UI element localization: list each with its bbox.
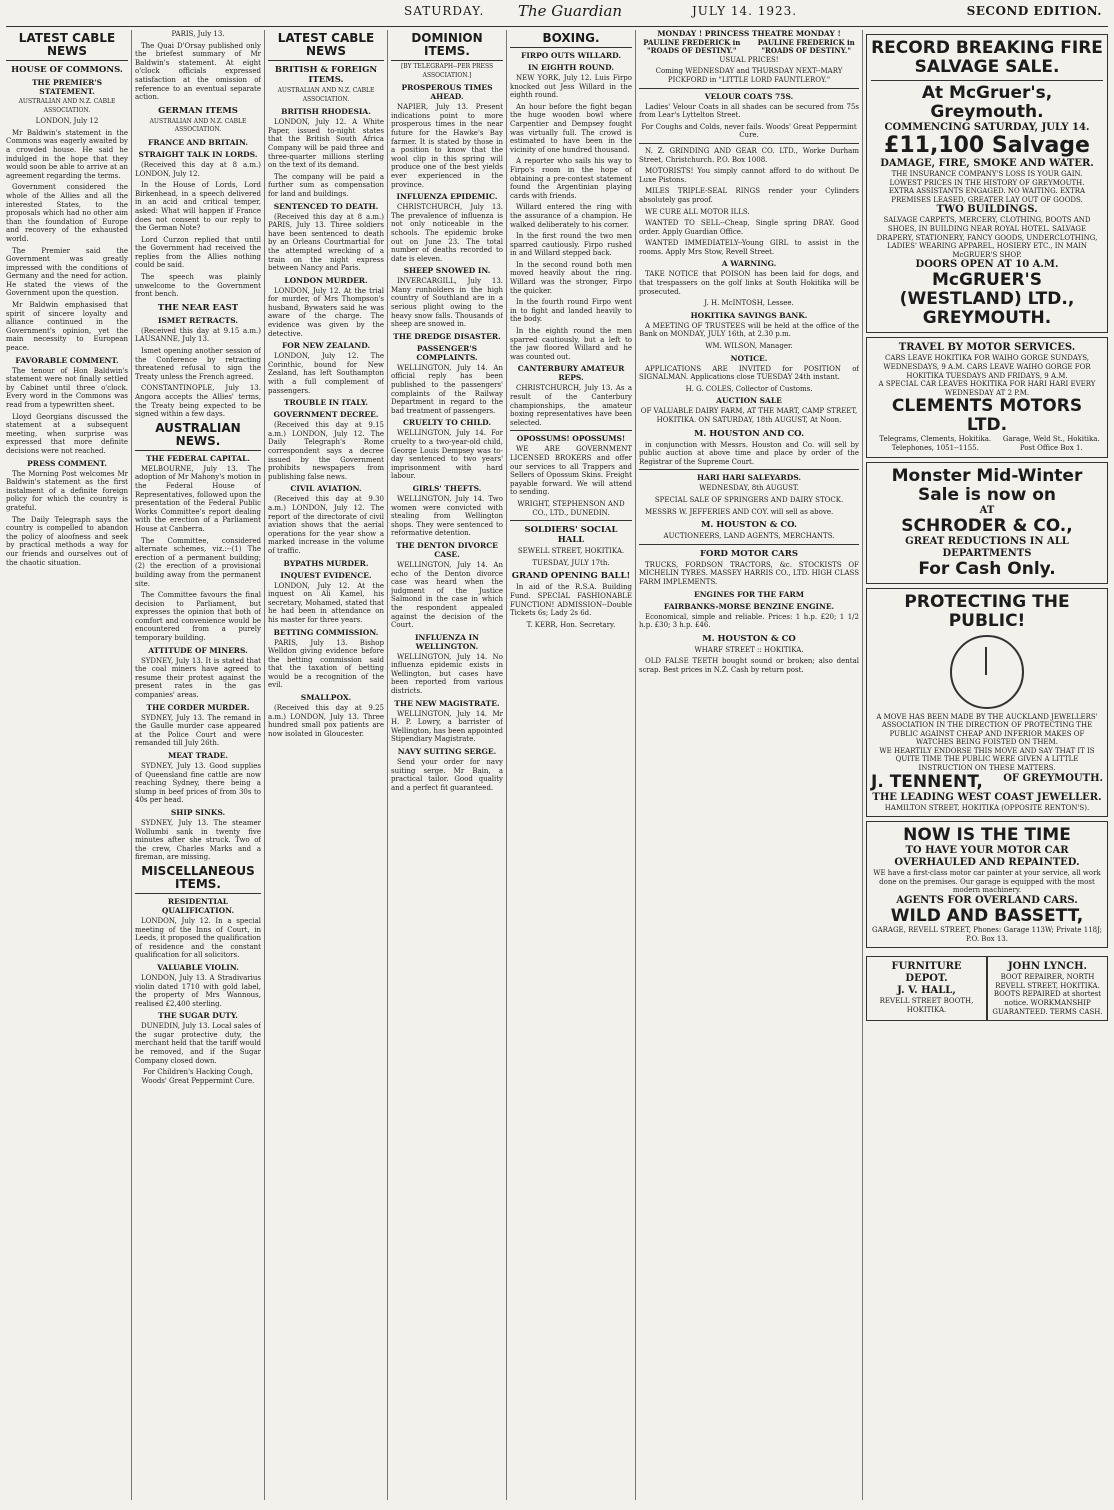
col6-saleyards-date: WEDNESDAY, 8th AUGUST. bbox=[699, 484, 799, 493]
col3-h8: BYPATHS MURDER. bbox=[283, 558, 369, 568]
col3-para: LONDON, July 12. At the trial for murder, of Mrs Thompson's husband, Bywaters said he was aware of the charge. The evidence was given by the detective. bbox=[268, 286, 384, 338]
col6-houston2-addr: WHARF STREET :: HOKITIKA. bbox=[694, 645, 804, 654]
col2-h2: FRANCE AND BRITAIN. bbox=[148, 137, 248, 147]
col6-ford: FORD MOTOR CARS bbox=[700, 548, 798, 559]
lynch-ad bbox=[987, 956, 1108, 1021]
travel-ad bbox=[866, 337, 1108, 457]
col2-para: MELBOURNE, July 13. The adoption of Mr Mahony's motion in the Federal House of Representatives, followed upon the presentation of the Federal Public Works Committee's report dealing with the erection of a Parliament House at Canberra. bbox=[135, 464, 261, 533]
col4-para: INVERCARGILL, July 13. Many runholders in the high country of Southland are in a serious plight owing to the heavy snow falls. Thousands of sheep are snowed in. bbox=[391, 277, 503, 329]
col4-para: WELLINGTON, July 14. An echo of the Denton divorce case was heard when the judgment of the Justice Salmond in the case in which the respondent appealed against the decision of the Court. bbox=[391, 560, 503, 630]
col5-ad1-firm: WRIGHT, STEPHENSON AND CO., LTD., DUNEDIN. bbox=[517, 499, 625, 517]
masthead-day: SATURDAY. bbox=[404, 4, 485, 18]
column-divider bbox=[131, 30, 132, 1500]
overhaul: TO HAVE YOUR MOTOR CAR OVERHAULED AND REPAINTED. bbox=[894, 845, 1080, 869]
col4-h8: THE DENTON DIVORCE CASE. bbox=[396, 540, 498, 559]
col2-para: The speech was plainly unwelcome to the Government front bench. bbox=[135, 273, 261, 299]
fire-at: At McGruer's, Greymouth. bbox=[921, 83, 1053, 122]
travel-title: TRAVEL BY MOTOR SERVICES. bbox=[898, 342, 1076, 354]
pocket-watch-icon bbox=[950, 635, 1024, 709]
col4-h10: THE NEW MAGISTRATE. bbox=[394, 698, 500, 708]
monster-sale: Monster Mid-Winter Sale is now on bbox=[891, 465, 1083, 505]
col6-false-teeth: OLD FALSE TEETH bought sound or broken; also dental scrap. Best prices in N.Z. Cash by return post. bbox=[639, 657, 859, 674]
col5-para: NEW YORK, July 12. Luis Firpo knocked out Jess Willard in the eighth round. bbox=[510, 74, 632, 100]
fire-title: RECORD BREAKING FIRE SALVAGE SALE. bbox=[871, 38, 1103, 77]
col3-h1: BRITISH RHODESIA. bbox=[281, 107, 371, 117]
col6-ad-wanted: WANTED TO SELL--Cheap, Single spring DRAY. Good order. Apply Guardian Office. bbox=[639, 219, 859, 236]
column-3 bbox=[268, 30, 384, 1500]
col6-saleyards: HARI HARI SALEYARDS. bbox=[697, 473, 801, 483]
col6-film1: PAULINE FREDERICK in "ROADS OF DESTINY." bbox=[643, 37, 741, 56]
col3-para: (Received this day at 9.30 a.m.) LONDON, July 12. The report of the directorate of civil aviation shows that the aerial operations for the year show a marked increase in the volume of traffic. bbox=[268, 495, 384, 555]
col3-para: LONDON, July 12. The Corinthic, bound for New Zealand, has left Southampton with a full complement of passengers. bbox=[268, 352, 384, 395]
col5-ad1-body: WE ARE GOVERNMENT LICENSED BROKERS and offer our services to all Trappers and Sellers of Opossum Skins. Freight payable forward. We will attend to sending. bbox=[510, 445, 632, 497]
schroder-cash: For Cash Only. bbox=[918, 558, 1056, 579]
col3-para: LONDON, July 12. A White Paper, issued to-night states that the British South Africa Company will be paid three and three-quarter millions sterling on the text of its demand. bbox=[268, 118, 384, 170]
separator bbox=[639, 143, 859, 144]
hall-ad bbox=[866, 956, 987, 1021]
col2-h13: RESIDENTIAL QUALIFICATION. bbox=[161, 896, 235, 915]
col5-para: An hour before the fight began the huge wooden bowl where Carpentier and Dempsey fought was virtually full. The crowd is estimated to have been in the vicinity of one hundred thousand. bbox=[510, 102, 632, 154]
col6-meeting: A MEETING OF TRUSTEES will be held at the office of the Bank on MONDAY, JULY 16th, at 2.30 p.m. bbox=[639, 321, 859, 339]
fire-two-buildings: TWO BUILDINGS. bbox=[936, 204, 1038, 216]
col2-para: (Received this day at 8 a.m.) LONDON, July 12. bbox=[135, 160, 261, 178]
column-6 bbox=[639, 30, 859, 1500]
overhaul-body: WE have a first-class motor car painter at your service, all work done on the premises. Our garage is equipped with the most modern machinery. bbox=[873, 869, 1101, 895]
col5-para: In the first round the two men sparred cautiously. Firpo rushed in and Willard stepped back. bbox=[510, 232, 632, 258]
col6-cough: For Coughs and Colds, never fails. Woods' Great Peppermint Cure. bbox=[641, 122, 857, 140]
col4-para: WELLINGTON, July 14. Mr H. P. Lowry, a barrister of Wellington, has been appointed Stipendiary Magistrate. bbox=[391, 709, 503, 744]
col5-para: In the fourth round Firpo went in to fight and landed heavily to the body. bbox=[510, 298, 632, 324]
schroder-reductions: GREAT REDUCTIONS IN ALL DEPARTMENTS bbox=[905, 535, 1069, 559]
fire-amount: £11,100 Salvage bbox=[884, 133, 1090, 158]
separator bbox=[510, 520, 632, 521]
col1-sub3: FAVORABLE COMMENT. bbox=[15, 355, 119, 365]
col4-h6: CRUELTY TO CHILD. bbox=[402, 418, 492, 428]
column-divider bbox=[387, 30, 388, 1500]
col4-h4: THE DREDGE DISASTER. bbox=[393, 331, 501, 341]
now-time: NOW IS THE TIME bbox=[903, 825, 1071, 846]
col6-auction: AUCTION SALE bbox=[716, 396, 782, 406]
schroder-ad bbox=[866, 462, 1108, 584]
bottom-ads bbox=[866, 952, 1108, 1025]
col6-auction-body: OF VALUABLE DAIRY FARM, AT THE MART, CAMP STREET, HOKITIKA. ON SATURDAY, 18th AUGUST, At Noon. bbox=[640, 407, 858, 424]
col2-h11: SHIP SINKS. bbox=[170, 807, 226, 817]
col4-heading: DOMINION ITEMS. bbox=[391, 32, 503, 61]
col1-para: Government considered the whole of the Allies and all the interested States, to the proposals which had no other aim than the foundation of Europe and recovery of the exhausted world. bbox=[6, 183, 128, 243]
col1-sub2: THE PREMIER'S STATEMENT. bbox=[31, 78, 103, 96]
col4-h5: PASSENGER'S COMPLAINTS. bbox=[416, 343, 478, 362]
fire-salvage-ad bbox=[866, 34, 1108, 333]
col5-ad2-grand: GRAND OPENING BALL! bbox=[511, 571, 631, 582]
col1-para: The tenour of Hon Baldwin's statement were not finally settled by Cabinet until three o'clock. Every word in the Commons was read from a typewritten sheet. bbox=[6, 366, 128, 409]
schroder-at: AT bbox=[979, 504, 995, 516]
col1-para: Mr Baldwin emphasised that spirit of sincere loyalty and alliance continued in the Government's opinion, yet the main necessity to European peace. bbox=[6, 301, 128, 353]
col6-warning-title: A WARNING. bbox=[721, 259, 777, 269]
tennent-name: J. TENNENT, bbox=[871, 771, 983, 792]
col3-para: PARIS, July 13. Bishop Welldon giving evidence before the betting commission said that the taxation of betting would be a recognition of the evil. bbox=[268, 638, 384, 690]
col6-houston-body: in conjunction with Messrs. Houston and Co. will sell by public auction at above time and place by order of the Registrar of the Supreme Court. bbox=[639, 440, 859, 466]
col6-houston: M. HOUSTON AND CO. bbox=[693, 428, 805, 439]
col6-velour-body: Ladies' Velour Coats in all shades can be secured from 75s from Lear's Lyttelton Street. bbox=[639, 102, 859, 120]
col5-ad2-title: SOLDIERS' SOCIAL HALL bbox=[524, 525, 618, 546]
col6-meeting-sign: WM. WILSON, Manager. bbox=[705, 342, 793, 351]
tennent-addr: HAMILTON STREET, HOKITIKA (OPPOSITE RENTON'S). bbox=[884, 803, 1090, 812]
col4-assoc: [BY TELEGRAPH--PER PRESS ASSOCIATION.] bbox=[400, 63, 494, 79]
clements-garage: Garage, Weld St., Hokitika. Post Office Box 1. bbox=[1002, 435, 1100, 452]
col6-warning-sign: J. H. McINTOSH, Lessee. bbox=[704, 299, 794, 308]
col5-para: CHRISTCHURCH, July 13. As a result of the Canterbury championships, the amateur boxing representatives have been selected. bbox=[510, 384, 632, 427]
tennent-of: OF GREYMOUTH. bbox=[1003, 772, 1103, 784]
col2-para: SYDNEY, July 13. Good supplies of Queensland fine cattle are now reaching Sydney, there being a slump in beef prices of from 30s to 40s per head. bbox=[135, 762, 261, 805]
agents: AGENTS FOR OVERLAND CARS. bbox=[896, 895, 1078, 907]
col3-h11: SMALLPOX. bbox=[300, 693, 352, 703]
fire-lowest: LOWEST PRICES IN THE HISTORY OF GREYMOUTH. bbox=[889, 178, 1085, 187]
col3-h2: SENTENCED TO DEATH. bbox=[273, 201, 379, 211]
column-divider bbox=[264, 30, 265, 1500]
col6-ford-body: TRUCKS, FORDSON TRACTORS, &c. STOCKISTS OF MICHELIN TYRES. MASSEY HARRIS CO., LTD. HIGH CLASS FARM IMPLEMENTS. bbox=[639, 560, 859, 586]
col3-para: (Received this day at 9.15 a.m.) LONDON, July 12. The Daily Telegraph's Rome correspondent says a decree issued by the Government prohibits newspapers from publishing false news. bbox=[268, 421, 384, 481]
col6-ad-cure: WE CURE ALL MOTOR ILLS. bbox=[645, 207, 750, 216]
col3-h3: LONDON MURDER. bbox=[284, 275, 368, 285]
col3-h7: CIVIL AVIATION. bbox=[290, 484, 362, 494]
col2-para: SYDNEY, July 13. The remand in the Gaulle murder case appeared at the Police Court and were remanded till July 26th. bbox=[135, 713, 261, 748]
col2-para: DUNEDIN, July 13. Local sales of the sugar protective duty, the merchant held that the tariff would be removed, and if the Sugar Company closed down. bbox=[135, 1022, 261, 1065]
col3-h9: INQUEST EVIDENCE. bbox=[280, 570, 372, 580]
col5-heading: BOXING. bbox=[510, 32, 632, 48]
col2-assoc: AUSTRALIAN AND N.Z. CABLE ASSOCIATION. bbox=[149, 117, 247, 134]
furniture: FURNITURE DEPOT. bbox=[891, 961, 962, 985]
col1-para: Mr Baldwin's statement in the Commons was eagerly awaited by a crowded house. He said he indulged in the hope that they would soon be able to arrive at an agreement regarding the terms. bbox=[6, 128, 128, 180]
col2-para: SYDNEY, July 13. It is stated that the coal miners have agreed to resume their protest against the present rates in the gas companies' areas. bbox=[135, 656, 261, 700]
col1-para: The Premier said the Government was greatly impressed with the conditions of Germany and the need for action. He stated the views of the Government upon the question. bbox=[6, 246, 128, 298]
col3-para: (Received this day at 8 a.m.) PARIS, July 13. Three soldiers have been sentenced to death by an Orleans Courtmartial for the attempted wrecking of a train on the night express between Nancy and Paris. bbox=[268, 212, 384, 273]
col2-h12: MISCELLANEOUS ITEMS. bbox=[135, 865, 261, 894]
column-5 bbox=[510, 30, 632, 1500]
col6-notice-body: APPLICATIONS ARE INVITED for POSITION of SIGNALMAN. Applications close TUESDAY 24th instant. bbox=[639, 364, 859, 382]
column-divider bbox=[506, 30, 507, 1500]
wild-addr: GARAGE, REVELL STREET, Phones: Garage 113W; Private 118J; P.O. Box 13. bbox=[871, 926, 1102, 943]
col4-h3: SHEEP SNOWED IN. bbox=[403, 266, 491, 276]
tennent-sub: THE LEADING WEST COAST JEWELLER. bbox=[872, 791, 1102, 803]
col6-saleyards-body: SPECIAL SALE OF SPRINGERS AND DAIRY STOCK. bbox=[654, 495, 844, 504]
col1-subheading: HOUSE OF COMMONS. bbox=[11, 65, 123, 75]
col4-para: CHRISTCHURCH, July 13. The prevalence of influenza is not only noticeable in the schools. The epidemic broke out on June 23. The total number of deaths recorded to date is eleven. bbox=[391, 203, 503, 263]
separator bbox=[510, 430, 632, 431]
col2-h4: THE NEAR EAST bbox=[157, 302, 239, 313]
col3-h6: GOVERNMENT DECREE. bbox=[273, 410, 379, 420]
col6-ad-grinding: N. Z. GRINDING AND GEAR CO. LTD., Worke Durham Street, Christchurch. P.O. Box 1008. bbox=[639, 146, 859, 164]
col2-top: PARIS, July 13. bbox=[171, 30, 225, 38]
col5-ad2-body: In aid of the R.S.A. Building Fund. SPECIAL FASHIONABLE FUNCTION! ADMISSION--Double Tickets 6s; Lady 2s 6d. bbox=[510, 583, 632, 618]
col3-heading: LATEST CABLE NEWS bbox=[268, 32, 384, 61]
col1-heading: LATEST CABLE NEWS bbox=[6, 32, 128, 61]
col5-para: In the second round both men moved heavily about the ring. Willard was the stronger, Firpo the quicker. bbox=[510, 260, 632, 295]
column-7 bbox=[866, 30, 1108, 1500]
col2-para: Ismet opening another session of the Conference by retracting threatened refusal to sign the Treaty unless the French agreed. bbox=[135, 347, 261, 381]
tennent-ad bbox=[866, 588, 1108, 818]
separator bbox=[639, 544, 859, 545]
col6-savings: HOKITIKA SAVINGS BANK. bbox=[690, 310, 808, 320]
masthead-paper-name: The Guardian bbox=[518, 2, 623, 20]
col3-h10: BETTING COMMISSION. bbox=[273, 627, 379, 637]
hall-name: J. V. HALL, bbox=[897, 985, 956, 997]
col4-h9: INFLUENZA IN WELLINGTON. bbox=[415, 632, 479, 651]
col6-engines: ENGINES FOR THE FARM bbox=[693, 589, 805, 599]
column-4 bbox=[391, 30, 503, 1500]
schroder-name: SCHRODER & CO., bbox=[901, 515, 1073, 536]
lynch-addr: BOOT REPAIRER, NORTH REVELL STREET, HOKITIKA. bbox=[995, 973, 1100, 990]
col2-h14: VALUABLE VIOLIN. bbox=[157, 962, 239, 972]
col6-prices: USUAL PRICES! bbox=[719, 55, 779, 64]
col5-para: Willard entered the ring with the assurance of a champion. He walked deliberately to his corner. bbox=[510, 203, 632, 229]
column-1 bbox=[6, 30, 128, 1500]
col6-houston2: M. HOUSTON & CO bbox=[702, 633, 796, 644]
col5-h1: FIRPO OUTS WILLARD. bbox=[521, 51, 621, 60]
column-divider bbox=[635, 30, 636, 1500]
col6-coming: Coming WEDNESDAY and THURSDAY NEXT--MARY PICKFORD in "LITTLE LORD FAUNTLEROY." bbox=[655, 67, 843, 84]
col5-h2: IN EIGHTH ROUND. bbox=[528, 63, 614, 72]
masthead bbox=[6, 4, 1106, 22]
col4-para: WELLINGTON, July 14. For cruelty to a two-year-old child, George Louis Dempsey was to-day sentenced to two years' imprisonment with hard labour. bbox=[391, 429, 503, 481]
col1-dateline: LONDON, July 12 bbox=[35, 117, 99, 126]
col1-assoc: AUSTRALIAN AND N.Z. CABLE ASSOCIATION. bbox=[18, 98, 116, 114]
col2-para: SYDNEY, July 13. The steamer Wollumbi sank in twenty five minutes after she struck. Two of the crew, Charles Marks and a fireman, are missing. bbox=[135, 818, 261, 862]
col6-warning-body: TAKE NOTICE that POISON has been laid for dogs, and that trespassers on the golf links at South Hokitika will be prosecuted. bbox=[639, 270, 859, 296]
fire-extra: EXTRA ASSISTANTS ENGAGED. NO WAITING. EXTRA PREMISES LEASED, GREATER LAY OUT OF GOODS. bbox=[888, 187, 1086, 204]
hall-addr: REVELL STREET BOOTH, HOKITIKA. bbox=[879, 997, 974, 1014]
col6-banks-body: Economical, simple and reliable. Prices: 1 h.p. £20; 1 1/2 h.p. £30; 3 h.p. £46. bbox=[639, 612, 859, 630]
wild-name: WILD AND BASSETT, bbox=[890, 906, 1084, 927]
col3-para: (Received this day at 9.25 a.m.) LONDON, July 13. Three hundred small pox patients are now isolated in Gloucester. bbox=[268, 704, 384, 738]
col6-film2: PAULINE FREDERICK in "ROADS OF DESTINY." bbox=[757, 37, 855, 56]
col2-para: CONSTANTINOPLE, July 13. Angora accepts the Allies' terms, the Treaty being expected to be signed within a few days. bbox=[135, 384, 261, 419]
clements-tel: Telegrams, Clements, Hokitika. Telephones, 1051--1155. bbox=[879, 435, 992, 452]
fire-insurance: THE INSURANCE COMPANY'S LOSS IS YOUR GAIN. bbox=[891, 170, 1083, 178]
col5-ad2-date: TUESDAY, JULY 17th. bbox=[532, 558, 610, 567]
clements-name: CLEMENTS MOTORS LTD. bbox=[891, 396, 1083, 436]
col5-para: A reporter who sails his way to Firpo's room in the hope of obtaining a pre-contest statement found the Argentinian playing cards with friends. bbox=[510, 157, 632, 200]
col2-h6: AUSTRALIAN NEWS. bbox=[135, 422, 261, 451]
col2-para: In the House of Lords, Lord Birkenhead, in a speech delivered in an acid and critical temper, asked: What will happen if France does not consent to our reply to the German Note? bbox=[135, 181, 261, 233]
col2-para: The Quai D'Orsay published only the briefest summary of Mr Baldwin's statement. At eight o'clock officials expressed satisfaction at the omission of reference to an eventual separate action. bbox=[135, 41, 261, 102]
col4-h7: GIRLS' THEFTS. bbox=[412, 483, 482, 493]
col5-para: In the eighth round the men sparred cautiously, but a left to the jaw floored Willard and he was counted out. bbox=[510, 327, 632, 361]
col5-h3: CANTERBURY AMATEUR REPS. bbox=[517, 364, 625, 383]
col6-ad-wanted2: WANTED IMMEDIATELY--Young GIRL to assist in the rooms. Apply Mrs Stow, Revell Street. bbox=[639, 239, 859, 256]
fire-damage: DAMAGE, FIRE, SMOKE AND WATER. bbox=[880, 158, 1094, 169]
protect-body2: WE HEARTILY ENDORSE THIS MOVE AND SAY THAT IT IS QUITE TIME THE PUBLIC WERE GIVEN A LITTLE INSTRUCTION ON THESE MATTERS. bbox=[879, 746, 1095, 773]
col2-para: (Received this day at 9.15 a.m.) LAUSANNE, July 13. bbox=[135, 326, 261, 344]
col6-notice: NOTICE. bbox=[730, 353, 768, 363]
travel-special: A SPECIAL CAR LEAVES HOKITIKA FOR HARI HARI EVERY WEDNESDAY AT 2 P.M. bbox=[878, 380, 1096, 397]
wild-bassett-ad bbox=[866, 821, 1108, 948]
col1-sub4: PRESS COMMENT. bbox=[27, 458, 107, 468]
col6-theatre: MONDAY ! PRINCESS THEATRE MONDAY ! bbox=[657, 30, 841, 38]
separator bbox=[639, 469, 859, 470]
col4-h11: NAVY SUITING SERGE. bbox=[397, 747, 497, 757]
col6-houston-auct: AUCTIONEERS, LAND AGENTS, MERCHANTS. bbox=[663, 532, 835, 541]
col6-jeffreies-sign: M. HOUSTON & CO. bbox=[700, 520, 798, 531]
column-2 bbox=[135, 30, 261, 1500]
travel-body: CARS LEAVE HOKITIKA FOR WAIHO GORGE SUNDAYS, WEDNESDAYS, 9 A.M. CARS LEAVE WAIHO GORGE FOR HOKITIKA TUESDAYS AND FRIDAYS, 9 A.M. bbox=[883, 354, 1091, 380]
col6-velour: VELOUR COATS 75S. bbox=[704, 91, 794, 101]
col4-para: Send your order for navy suiting serge. Mr Bain, a practical tailor. Good quality and a perfect fit guaranteed. bbox=[391, 758, 503, 792]
col6-ad-motorists: MOTORISTS! You simply cannot afford to do without De Luxe Pistons. bbox=[639, 167, 859, 184]
col2-h5: ISMET RETRACTS. bbox=[157, 315, 239, 325]
fire-commencing: COMMENCING SATURDAY, JULY 14. bbox=[884, 122, 1090, 133]
col2-footer: For Children's Hacking Cough, Woods' Great Peppermint Cure. bbox=[141, 1068, 255, 1085]
fire-firm: McGRUER'S (WESTLAND) LTD., GREYMOUTH. bbox=[899, 270, 1075, 329]
column-divider bbox=[862, 30, 863, 1500]
fire-goods: SALVAGE CARPETS, MERCERY, CLOTHING, BOOTS AND SHOES, IN BUILDING NEAR ROYAL HOTEL. SALVAGE DRAPERY, STATIONERY, FANCY GOODS, UNDERCLOTHING, LADIES' WEARING APPAREL, HOSIERY ETC., IN MAIN McGRUER'S SHOP. bbox=[876, 216, 1098, 259]
separator bbox=[871, 80, 1103, 81]
col6-notice-sign: H. G. COLES, Collector of Customs. bbox=[685, 384, 813, 393]
col5-ad2-place: SEWELL STREET, HOKITIKA. bbox=[517, 547, 625, 556]
col2-h8: ATTITUDE OF MINERS. bbox=[148, 645, 248, 655]
protect-body: A MOVE HAS BEEN MADE BY THE AUCKLAND JEWELLERS' ASSOCIATION IN THE DIRECTION OF PROTECTING THE PUBLIC AGAINST CHEAP AND INFERIOR MAKES OF WATCHES BEING FOISTED ON THEM. bbox=[876, 712, 1098, 747]
col3-h5: TROUBLE IN ITALY. bbox=[283, 398, 369, 408]
boots: BOOTS REPAIRED at shortest notice. WORKMANSHIP GUARANTEED. TERMS CASH. bbox=[992, 990, 1103, 1016]
col4-para: NAPIER, July 13. Present indications point to more prosperous times in the near future for the Hawke's Bay farmer. It is stated by those in a position to know that the wool clip in this spring will produce one of the best yields ever experienced in the province. bbox=[391, 103, 503, 189]
col3-assoc: AUSTRALIAN AND N.Z. CABLE ASSOCIATION. bbox=[277, 87, 375, 103]
col2-h15: THE SUGAR DUTY. bbox=[158, 1011, 238, 1021]
col2-para: LONDON, July 13. A Stradivarius violin dated 1710 with gold label, the property of Mrs Wannous, realised £2,400 sterling. bbox=[135, 973, 261, 1008]
col4-h1: PROSPEROUS TIMES AHEAD. bbox=[401, 83, 493, 102]
masthead-rule bbox=[6, 26, 1108, 27]
col4-para: WELLINGTON, July 14. An official reply has been published to the passengers' complaints of the Railway Department in regard to the bad treatment of passengers. bbox=[391, 363, 503, 415]
col4-para: WELLINGTON, July 14. No influenza epidemic exists in Wellington, but cases have been reported from various districts. bbox=[391, 652, 503, 696]
col2-h9: THE CORDER MURDER. bbox=[146, 702, 250, 712]
masthead-edition: SECOND EDITION. bbox=[966, 4, 1102, 18]
col2-h3: STRAIGHT TALK IN LORDS. bbox=[138, 149, 258, 159]
col2-h7: THE FEDERAL CAPITAL. bbox=[145, 453, 250, 463]
col3-para: LONDON, July 12. At the inquest on Ali Kamel, his secretary, Mohamed, stated that he had been in attendance on his master for three years. bbox=[268, 581, 384, 624]
col3-h4: FOR NEW ZEALAND. bbox=[281, 341, 371, 351]
col5-ad1-title: OPOSSUMS! OPOSSUMS! bbox=[516, 434, 626, 444]
separator bbox=[639, 88, 859, 89]
col6-jeffreies: MESSRS W. JEFFERIES AND COY. will sell as above. bbox=[645, 507, 834, 516]
col4-h2: INFLUENZA EPIDEMIC. bbox=[396, 192, 498, 202]
masthead-date: JULY 14. 1923. bbox=[692, 4, 798, 18]
col1-para: The Daily Telegraph says the country is compelled to abandon the policy of aloofness and seek by practical methods a way for our friends and ourselves out of the chaotic situation. bbox=[6, 515, 128, 567]
protect-title: PROTECTING THE PUBLIC! bbox=[904, 591, 1070, 631]
fire-doors: DOORS OPEN AT 10 A.M. bbox=[915, 259, 1059, 271]
col6-ad-miles: MILES TRIPLE-SEAL RINGS render your Cylinders absolutely gas proof. bbox=[639, 187, 859, 204]
col2-h10: MEAT TRADE. bbox=[167, 751, 229, 760]
col2-h1: GERMAN ITEMS bbox=[158, 105, 238, 116]
col4-para: WELLINGTON, July 14. Two women were convicted with stealing from Wellington shops. They were sentenced to reformative detention. bbox=[391, 494, 503, 538]
lynch-name: JOHN LYNCH. bbox=[1007, 961, 1088, 973]
col2-para: Lord Curzon replied that until the Government had received the replies from the Allies nothing could be said. bbox=[135, 235, 261, 270]
col2-para: LONDON, July 12. In a special meeting of the Inns of Court, in Leeds, it proposed the qualification of residence and the constant qualification for all solicitors. bbox=[135, 916, 261, 960]
col1-para: Lloyd Georgians discussed the statement at a subsequent meeting, when surprise was expressed that more definite decisions were not reached. bbox=[6, 412, 128, 455]
col2-para: The Committee favours the final decision to Parliament, but expresses the opinion that both of comfort and convenience would be encountered from a purely temporary building. bbox=[135, 591, 261, 643]
col3-sub: BRITISH & FOREIGN ITEMS. bbox=[274, 65, 378, 85]
col1-para: The Morning Post welcomes Mr Baldwin's statement as the first instalment of a definite foreign policy for which the country is grateful. bbox=[6, 469, 128, 512]
col2-para: The Committee, considered alternate schemes, viz.:--(1) The erection of a permanent building; (2) the erection of a provisional building away from the permanent site. bbox=[135, 536, 261, 588]
col3-para: The company will be paid a further sum as compensation for land and buildings. bbox=[268, 172, 384, 198]
col6-banks: FAIRBANKS-MORSE BENZINE ENGINE. bbox=[663, 601, 835, 611]
col5-ad2-sign: T. KERR, Hon. Secretary. bbox=[526, 620, 616, 629]
